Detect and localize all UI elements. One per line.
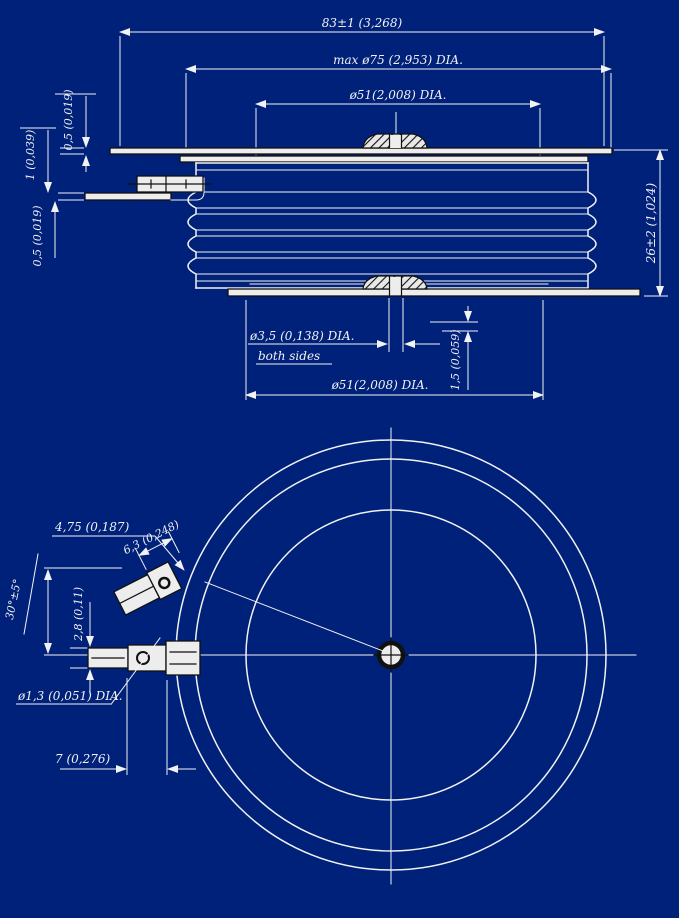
horizontal-gate-terminal bbox=[88, 641, 200, 675]
ceramic-housing bbox=[188, 163, 596, 288]
dim-step-label: 1,5 (0,059) bbox=[449, 329, 462, 391]
side-view bbox=[20, 16, 668, 400]
device-body bbox=[85, 134, 640, 296]
dim-terminal-width-label: 4,75 (0,187) bbox=[55, 520, 130, 534]
dim-lead-offset-side-label: 0,5 (0,019) bbox=[31, 205, 44, 267]
plan-view bbox=[3, 428, 636, 884]
dim-lead-spacing-label: 7 (0,276) bbox=[55, 752, 111, 766]
dim-max-diameter-label: max ø75 (2,953) DIA. bbox=[333, 53, 463, 67]
dim-flange-thickness-label: 0,5 (0,019) bbox=[62, 89, 75, 151]
dim-lead-offset-plan-label: 2,8 (0,11) bbox=[72, 586, 85, 642]
dim-flange-thickness bbox=[55, 89, 96, 172]
dim-center-hole bbox=[248, 298, 440, 364]
dim-lead-angle bbox=[3, 554, 38, 634]
gate-lead-line bbox=[205, 582, 383, 651]
dim-center-hole-label: ø3,5 (0,138) DIA. bbox=[250, 329, 355, 343]
top-flange-step bbox=[180, 156, 588, 162]
dim-pole-diameter-top-label: ø51(2,008) DIA. bbox=[349, 88, 447, 102]
top-pole-boss bbox=[363, 134, 427, 148]
dim-terminal-hole-label: ø1,3 (0,051) DIA. bbox=[18, 689, 123, 703]
dim-height-label: 26±2 (1,024) bbox=[644, 182, 658, 264]
dim-lead-offset-plan bbox=[70, 587, 90, 694]
dim-lead-offset-side bbox=[31, 200, 84, 267]
dim-terminal-length-label: 6,3 (0,248) bbox=[121, 517, 182, 558]
dim-overall-width bbox=[120, 16, 604, 146]
dim-pole-diameter-bottom-label: ø51(2,008) DIA. bbox=[331, 378, 429, 392]
dim-height bbox=[614, 150, 668, 296]
dim-lead-thickness-label: 1 (0,039) bbox=[24, 129, 37, 181]
dim-terminal-length bbox=[121, 518, 190, 575]
center-hole-target bbox=[374, 638, 408, 672]
dim-overall-width-label: 83±1 (3,268) bbox=[321, 16, 403, 30]
gate-lead-side bbox=[85, 176, 211, 200]
top-flange bbox=[110, 148, 612, 154]
bottom-flange bbox=[228, 289, 640, 296]
dim-center-hole-note: both sides bbox=[258, 349, 321, 363]
dim-lead-angle-label: 30°±5° bbox=[2, 577, 25, 621]
dim-step bbox=[430, 306, 478, 391]
